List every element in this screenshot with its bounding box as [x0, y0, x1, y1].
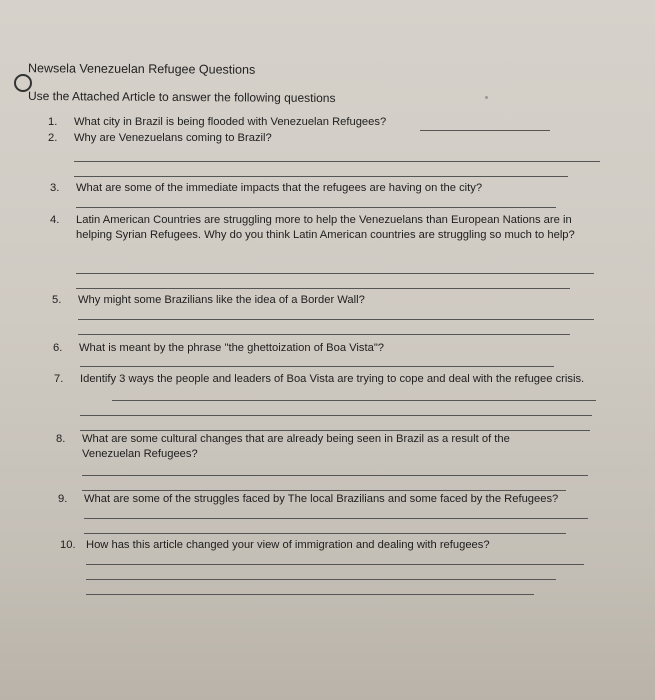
- question-1: [48, 115, 386, 130]
- answer-line[interactable]: [86, 594, 534, 595]
- answer-line[interactable]: [74, 176, 568, 177]
- question-number: 9.: [58, 493, 68, 505]
- question-number: 8.: [56, 433, 66, 445]
- question-number: 6.: [53, 342, 63, 354]
- question-2: [48, 131, 272, 146]
- answer-line[interactable]: [74, 161, 600, 162]
- answer-line[interactable]: [78, 319, 594, 320]
- question-text: Latin American Countries are struggling more to help the Venezuelans than European Nations are in helping Syrian Refugees. Why do you think Latin American countries are struggling so much to help?: [76, 214, 575, 241]
- question-number: 10.: [60, 539, 76, 551]
- answer-line[interactable]: [84, 533, 566, 534]
- question-4: [50, 213, 595, 243]
- question-9: [58, 492, 558, 507]
- question-text: Identify 3 ways the people and leaders of Boa Vista are trying to cope and deal with the refugee crisis.: [80, 373, 585, 385]
- answer-line[interactable]: [80, 415, 592, 416]
- question-number: 2.: [48, 132, 58, 144]
- question-10: [60, 538, 490, 553]
- question-text: Why might some Brazilians like the idea of a Border Wall?: [78, 294, 365, 306]
- question-text: What are some of the immediate impacts that the refugees are having on the city?: [76, 182, 483, 194]
- answer-line[interactable]: [80, 366, 554, 367]
- question-number: 5.: [52, 294, 62, 306]
- question-text: Why are Venezuelans coming to Brazil?: [74, 132, 272, 144]
- question-text: What are some of the struggles faced by The local Brazilians and some faced by the Refugees?: [84, 493, 559, 505]
- question-5: [52, 293, 365, 308]
- question-number: 4.: [50, 214, 60, 226]
- answer-line[interactable]: [78, 334, 570, 335]
- question-6: [53, 341, 384, 356]
- question-7: [54, 372, 594, 387]
- worksheet-title: Newsela Venezuelan Refugee Questions: [27, 61, 256, 77]
- answer-line[interactable]: [420, 130, 550, 131]
- answer-line[interactable]: [84, 518, 588, 519]
- answer-line[interactable]: [82, 475, 588, 476]
- answer-line[interactable]: [86, 564, 584, 565]
- answer-line[interactable]: [76, 273, 594, 274]
- answer-line[interactable]: [80, 430, 590, 431]
- question-number: 7.: [54, 373, 64, 385]
- speck: [485, 96, 488, 99]
- question-text: How has this article changed your view of immigration and dealing with refugees?: [86, 539, 490, 551]
- answer-line[interactable]: [76, 207, 556, 208]
- answer-line[interactable]: [112, 400, 596, 401]
- answer-line[interactable]: [86, 579, 556, 580]
- question-number: 3.: [50, 182, 60, 194]
- question-8: [56, 432, 566, 462]
- question-text: What is meant by the phrase "the ghettoization of Boa Vista"?: [79, 342, 385, 354]
- answer-line[interactable]: [82, 490, 566, 491]
- question-number: 1.: [48, 116, 58, 128]
- question-3: [50, 181, 482, 196]
- question-text: What city in Brazil is being flooded with Venezuelan Refugees?: [74, 116, 387, 128]
- worksheet-instructions: Use the Attached Article to answer the following questions: [27, 88, 336, 106]
- question-text: What are some cultural changes that are already being seen in Brazil as a result of the Venezuelan Refugees?: [82, 433, 510, 460]
- answer-line[interactable]: [76, 288, 570, 289]
